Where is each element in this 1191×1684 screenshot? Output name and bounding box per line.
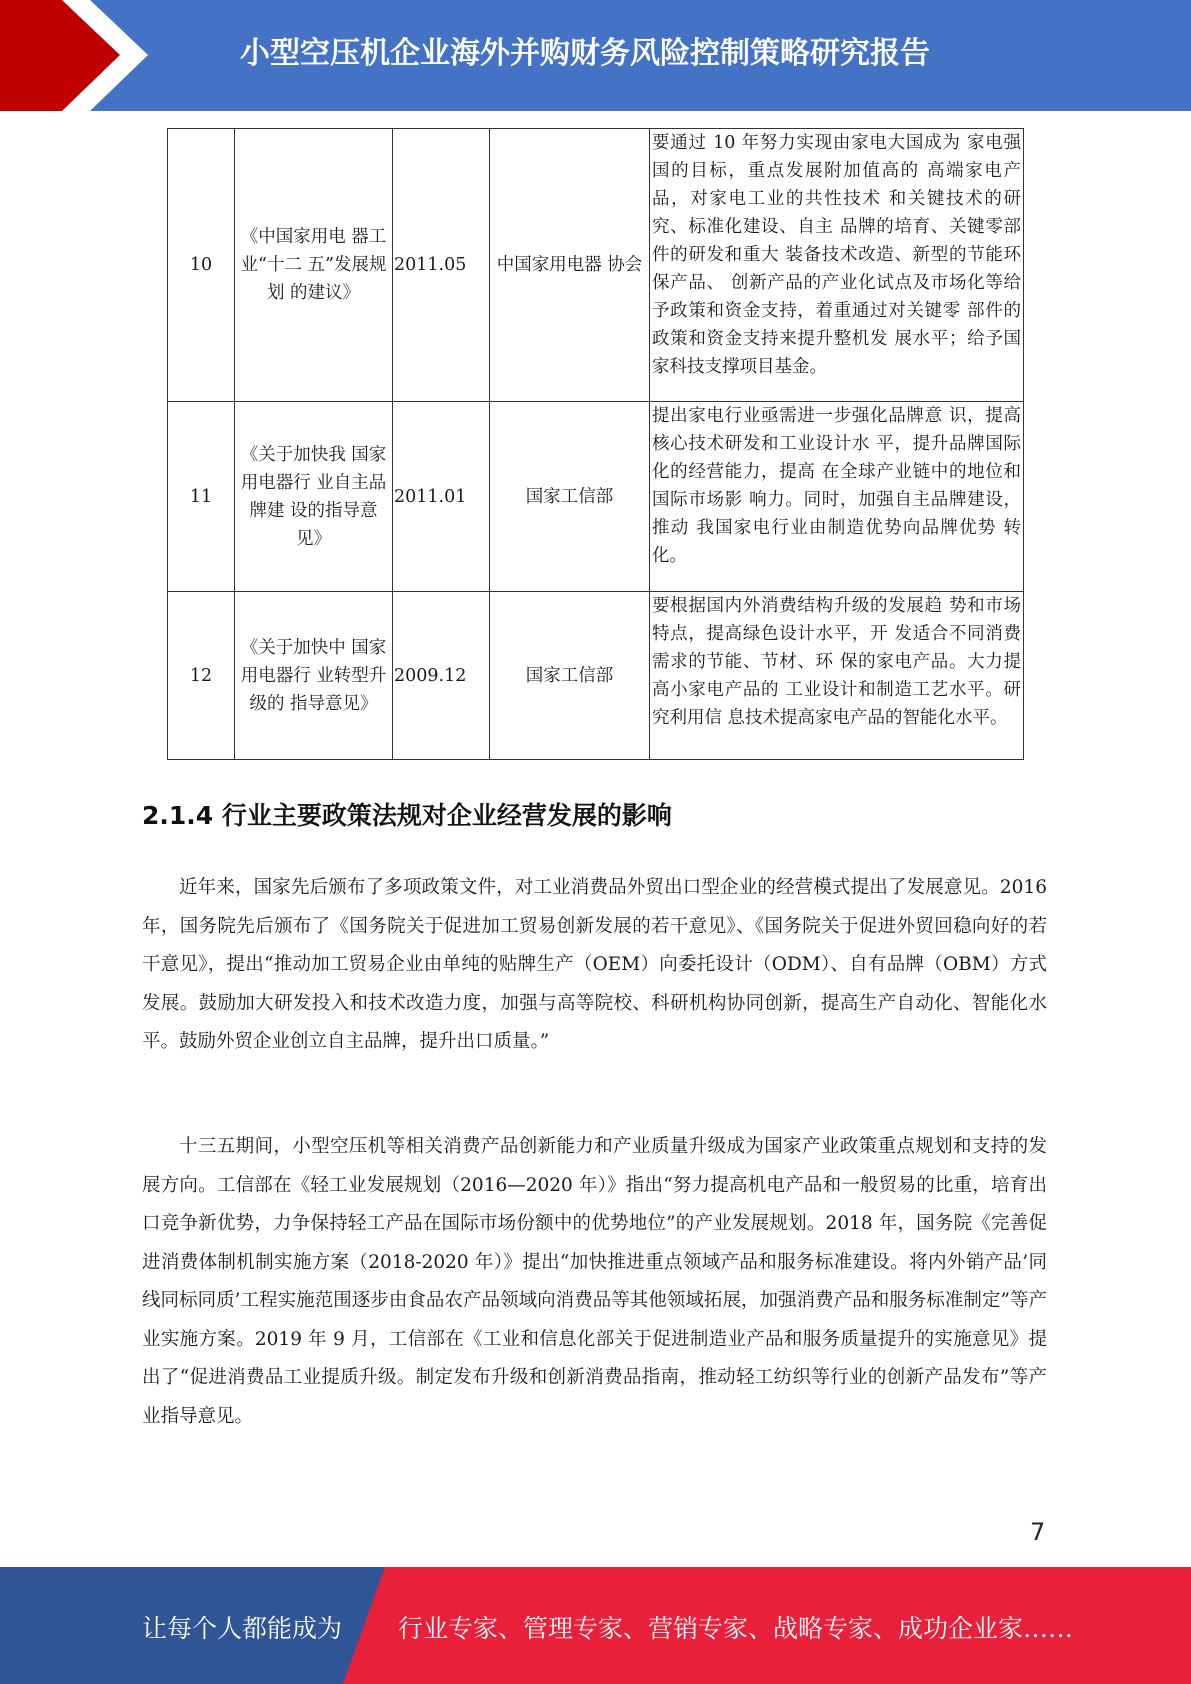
body-paragraph: 十三五期间，小型空压机等相关消费产品创新能力和产业质量升级成为国家产业政策重点规划和支持的发展方向。工信部在《轻工业发展规划（2016—2020 年）》指出“努力提高机电产品和一般贸易的比重，培育出口竞争新优势，力争保持轻工产品在国际市场份额中的优势地位”的产业发展规划。2018 年，国务院《完善促进消费体制机制实施方案（2018-2020 年）》提出“加快推进重点领域产品和服务标准建设。将内外销产品’同线同标同质’工程实施范围逐步由食品农产品领域向消费品等其他领域拓展，加强消费产品和服务标准制定”等产业实施方案。2019 年 9 月，工信部在《工业和信息化部关于促进制造业产品和服务质量提升的实施意见》提出了“促进消费品工业提质升级。制定发布升级和创新消费品指南，推动轻工纺织等行业的创新产品发布”等产业指导意见。 bbox=[142, 1136, 1047, 1427]
policy-content: 提出家电行业亟需进一步强化品牌意 识，提高核心技术研发和工业设计水 平，提升品牌国际化的经营能力，提高 在全球产业链中的地位和国际市场影 响力。同时，加强自主品牌建设，推动 我国家电行业由制造优势向品牌优势 转化。 bbox=[650, 402, 1024, 592]
table-row bbox=[168, 129, 1024, 402]
page-header bbox=[0, 0, 1191, 111]
page-footer bbox=[0, 1567, 1191, 1684]
policy-issuer: 国家工信部 bbox=[490, 592, 650, 760]
report-title: 小型空压机企业海外并购财务风险控制策略研究报告 bbox=[240, 36, 930, 71]
footer-slogan-right: 行业专家、管理专家、营销专家、战略专家、成功企业家…… bbox=[398, 1614, 1074, 1643]
policy-date: 2011.05 bbox=[393, 129, 490, 402]
policy-content: 要根据国内外消费结构升级的发展趋 势和市场特点，提高绿色设计水平，开 发适合不同消费需求的节能、节材、环 保的家电产品。大力提高小家电产品的 工业设计和制造工艺水平。研究利用信 息技术提高家电产品的智能化水平。 bbox=[650, 592, 1024, 760]
body-paragraph: 近年来，国家先后颁布了多项政策文件，对工业消费品外贸出口型企业的经营模式提出了发展意见。2016 年，国务院先后颁布了《国务院关于促进加工贸易创新发展的若干意见》、《国务院关于促进外贸回稳向好的若干意见》，提出“推动加工贸易企业由单纯的贴牌生产（OEM）向委托设计（ODM）、自有品牌（OBM）方式发展。鼓励加大研发投入和技术改造力度，加强与高等院校、科研机构协同创新，提高生产自动化、智能化水平。鼓励外贸企业创立自主品牌，提升出口质量。” bbox=[142, 877, 1047, 1052]
section-heading: 2.1.4 行业主要政策法规对企业经营发展的影响 bbox=[142, 801, 672, 830]
policy-content: 要通过 10 年努力实现由家电大国成为 家电强国的目标，重点发展附加值高的 高端家电产品，对家电工业的共性技术 和关键技术的研究、标准化建设、自主 品牌的培育、关键零部件的研发和重大 装备技术改造、新型的节能环保产品、 创新产品的产业化试点及市场化等给 予政策和资金支持，着重通过对关键零 部件的政策和资金支持来提升整机发 展水平；给予国家科技支撑项目基金。 bbox=[650, 129, 1024, 402]
row-number: 12 bbox=[168, 592, 235, 760]
policy-date: 2009.12 bbox=[393, 592, 490, 760]
policy-issuer: 国家工信部 bbox=[490, 402, 650, 592]
table-row bbox=[168, 592, 1024, 760]
policy-date: 2011.01 bbox=[393, 402, 490, 592]
footer-slogan-left: 让每个人都能成为 bbox=[142, 1614, 343, 1643]
policy-name: 《中国家用电 器工业“十二 五”发展规划 的建议》 bbox=[235, 129, 393, 402]
policy-issuer: 中国家用电器 协会 bbox=[490, 129, 650, 402]
policy-name: 《关于加快中 国家用电器行 业转型升级的 指导意见》 bbox=[235, 592, 393, 760]
policy-name: 《关于加快我 国家用电器行 业自主品牌建 设的指导意 见》 bbox=[235, 402, 393, 592]
row-number: 10 bbox=[168, 129, 235, 402]
row-number: 11 bbox=[168, 402, 235, 592]
policy-table bbox=[167, 128, 1024, 760]
page-number: 7 bbox=[1030, 1518, 1046, 1546]
table-row bbox=[168, 402, 1024, 592]
